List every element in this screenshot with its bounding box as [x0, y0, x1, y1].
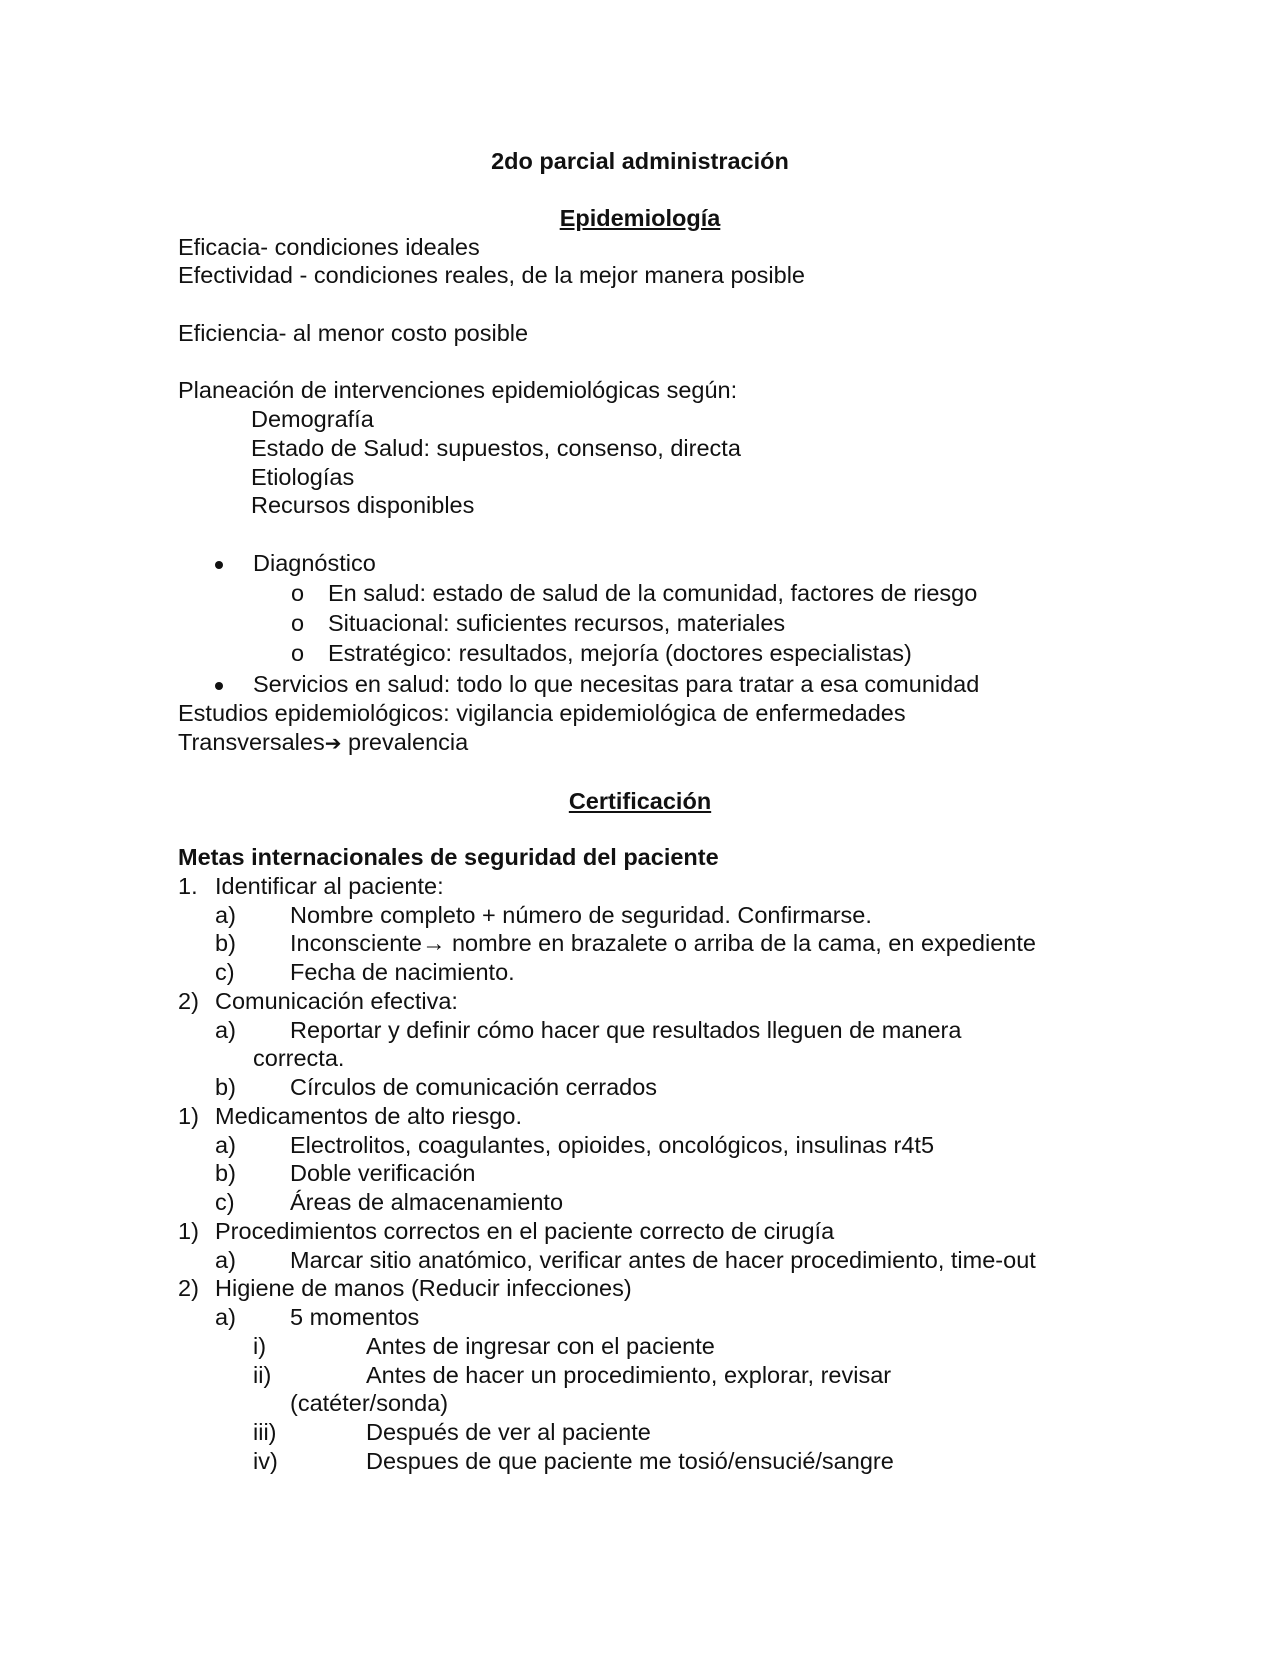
goal-number: 2) [178, 988, 199, 1014]
planeacion-item: Recursos disponibles [251, 492, 475, 518]
goal-item-label: a) [215, 1247, 236, 1273]
bullet-icon [215, 561, 223, 569]
goal-number: 1) [178, 1218, 199, 1244]
prevalencia-label: prevalencia [341, 729, 469, 755]
document-title: 2do parcial administración [491, 148, 789, 174]
section-heading-certificacion: Certificación [568, 788, 712, 814]
goal-item-text: Círculos de comunicación cerrados [290, 1074, 658, 1100]
goal-item-label: a) [215, 902, 236, 928]
goal-item-text: Nombre completo + número de seguridad. Confirmarse. [290, 902, 872, 928]
circle-bullet-icon: o [291, 610, 305, 636]
bullet-diagnostico: Diagnóstico [253, 550, 376, 576]
goal-subitem-continuation: (catéter/sonda) [290, 1390, 449, 1416]
goal-number: 1. [178, 873, 198, 899]
transversales-line [178, 731, 468, 755]
goal-number: 1) [178, 1103, 199, 1129]
goal-text: Medicamentos de alto riesgo. [215, 1103, 522, 1129]
goal-subitem-text: Antes de hacer un procedimiento, explorar, revisar [366, 1362, 892, 1388]
goal-subitem-text: Despues de que paciente me tosió/ensucié/sangre [366, 1448, 894, 1474]
goal-item-label: c) [215, 1189, 235, 1215]
goal-item-continuation: correcta. [253, 1045, 345, 1071]
goal-item-label: a) [215, 1017, 236, 1043]
circle-bullet-icon: o [291, 640, 305, 666]
goal-item-text: Fecha de nacimiento. [290, 959, 515, 985]
bullet-servicios: Servicios en salud: todo lo que necesitas para tratar a esa comunidad [253, 671, 980, 697]
section-heading-epidemiologia: Epidemiología [559, 205, 721, 231]
transversales-label: Transversales [178, 729, 325, 755]
planeacion-item: Estado de Salud: supuestos, consenso, directa [251, 435, 741, 461]
goal-subitem-label: iii) [253, 1419, 277, 1445]
goal-subitem-text: Después de ver al paciente [366, 1419, 651, 1445]
diagnostico-item: En salud: estado de salud de la comunidad, factores de riesgo [328, 580, 978, 606]
goal-item-label: b) [215, 1074, 236, 1100]
circle-bullet-icon: o [291, 580, 305, 606]
goal-item-text: 5 momentos [290, 1304, 420, 1330]
goal-text: Identificar al paciente: [215, 873, 444, 899]
goal-item-label: b) [215, 930, 236, 956]
goal-item-text: Electrolitos, coagulantes, opioides, oncológicos, insulinas r4t5 [290, 1132, 935, 1158]
metas-heading: Metas internacionales de seguridad del paciente [178, 844, 719, 870]
goal-item-text: Reportar y definir cómo hacer que resultados lleguen de manera [290, 1017, 962, 1043]
goal-item-label: a) [215, 1304, 236, 1330]
goal-item-label: a) [215, 1132, 236, 1158]
goal-text: Higiene de manos (Reducir infecciones) [215, 1275, 632, 1301]
diagnostico-item: Situacional: suficientes recursos, materiales [328, 610, 786, 636]
definition-eficacia: Eficacia- condiciones ideales [178, 234, 480, 260]
estudios-line: Estudios epidemiológicos: vigilancia epidemiológica de enfermedades [178, 700, 906, 726]
goal-subitem-label: iv) [253, 1448, 278, 1474]
goal-text: Comunicación efectiva: [215, 988, 458, 1014]
goal-item-text: Inconsciente→ nombre en brazalete o arriba de la cama, en expediente [290, 930, 1036, 956]
arrow-right-icon: ➔ [324, 731, 342, 755]
goal-subitem-label: i) [253, 1333, 267, 1359]
definition-eficiencia: Eficiencia- al menor costo posible [178, 320, 529, 346]
goal-item-text: Áreas de almacenamiento [290, 1189, 564, 1215]
goal-item-label: b) [215, 1160, 236, 1186]
planeacion-item: Etiologías [251, 464, 355, 490]
goal-item-text: Marcar sitio anatómico, verificar antes de hacer procedimiento, time-out [290, 1247, 1036, 1273]
goal-text: Procedimientos correctos en el paciente correcto de cirugía [215, 1218, 835, 1244]
goal-subitem-text: Antes de ingresar con el paciente [366, 1333, 715, 1359]
goal-item-label: c) [215, 959, 235, 985]
planeacion-heading: Planeación de intervenciones epidemiológicas según: [178, 377, 738, 403]
goal-number: 2) [178, 1275, 199, 1301]
goal-item-text: Doble verificación [290, 1160, 476, 1186]
definition-efectividad: Efectividad - condiciones reales, de la mejor manera posible [178, 262, 805, 288]
goal-subitem-label: ii) [253, 1362, 272, 1388]
bullet-icon [215, 682, 223, 690]
planeacion-item: Demografía [251, 406, 374, 432]
diagnostico-item: Estratégico: resultados, mejoría (doctores especialistas) [328, 640, 912, 666]
